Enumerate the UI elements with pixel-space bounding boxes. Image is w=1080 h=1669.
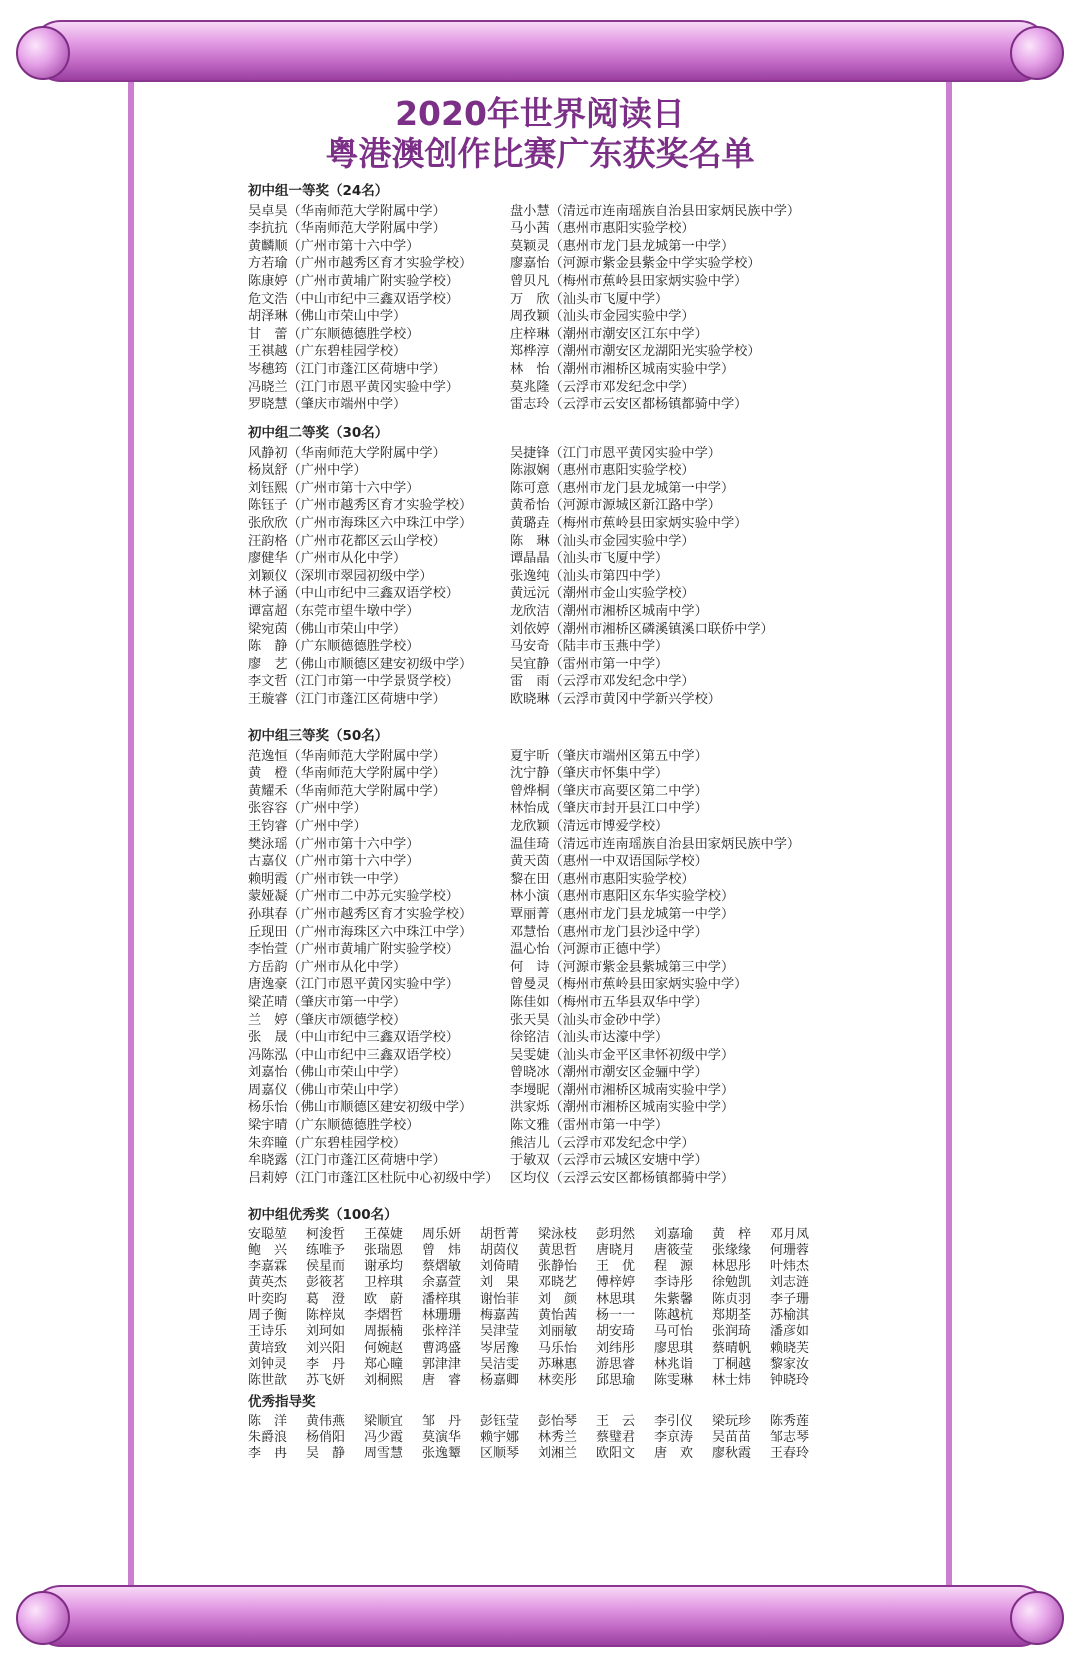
name-item: 刘倚晴 [480, 1259, 520, 1275]
section-heading: 优秀指导奖 [248, 1394, 316, 1410]
list-item: 风静初（华南师范大学附属中学） [248, 445, 446, 461]
name-item: 梁泳枝 [538, 1226, 578, 1242]
name-item: 张瑞恩 [364, 1242, 404, 1258]
list-item: 王钧睿（广州中学） [248, 818, 367, 834]
name-item: 周子衡 [248, 1308, 288, 1324]
name-item: 朱紫馨 [654, 1291, 694, 1307]
section-heading: 初中组二等奖（30名） [248, 425, 389, 441]
name-item: 黄培致 [248, 1340, 288, 1356]
list-item: 孙琪春（广州市越秀区育才实验学校） [248, 906, 473, 922]
name-item: 彭玥然 [596, 1226, 636, 1242]
name-item: 冯少霞 [364, 1429, 404, 1445]
list-item: 谭晶晶（汕头市飞厦中学） [510, 551, 669, 567]
list-item: 范逸恒（华南师范大学附属中学） [248, 748, 446, 764]
name-item: 唐筱莹 [654, 1242, 694, 1258]
name-item: 马可怡 [654, 1324, 694, 1340]
list-item: 杨岚舒（广州中学） [248, 463, 367, 479]
name-item: 郑心瞳 [364, 1356, 404, 1372]
name-item: 陈越杭 [654, 1308, 694, 1324]
list-item: 雷 雨（云浮市邓发纪念中学） [510, 674, 695, 690]
name-item: 张梓洋 [422, 1324, 462, 1340]
list-item: 黄耀禾（华南师范大学附属中学） [248, 783, 446, 799]
name-item: 吴 静 [306, 1446, 346, 1462]
list-item: 黄璐垚（梅州市蕉岭县田家炳实验中学） [510, 515, 748, 531]
list-item: 洪家烁（潮州市湘桥区城南实验中学） [510, 1100, 735, 1116]
name-item: 黎家汝 [770, 1356, 810, 1372]
list-item: 张欣欣（广州市海珠区六中珠江中学） [248, 515, 473, 531]
list-item: 陈佳如（梅州市五华县双华中学） [510, 994, 708, 1010]
list-item: 马安奇（陆丰市玉燕中学） [510, 639, 669, 655]
name-item: 张缘缘 [712, 1242, 752, 1258]
name-item: 周振楠 [364, 1324, 404, 1340]
name-item: 邓月凤 [770, 1226, 810, 1242]
advisors-grid [248, 1414, 968, 1463]
list-item: 郑桦淳（潮州市潮安区龙湖阳光实验学校） [510, 344, 761, 360]
name-item: 林珊珊 [422, 1308, 462, 1324]
name-item: 岑居豫 [480, 1340, 520, 1356]
list-item: 朱弈瞳（广东碧桂园学校） [248, 1135, 407, 1151]
name-item: 廖秋霞 [712, 1446, 752, 1462]
list-item: 吴雯婕（汕头市金平区聿怀初级中学） [510, 1047, 735, 1063]
name-item: 邹志琴 [770, 1429, 810, 1445]
list-item: 刘依婷（潮州市湘桥区磷溪镇溪口联侨中学） [510, 621, 774, 637]
list-item: 李抗抗（华南师范大学附属中学） [248, 221, 446, 237]
list-item: 林 怡（潮州市湘桥区城南实验中学） [510, 361, 735, 377]
list-item: 邓慧怡（惠州市龙门县沙迳中学） [510, 924, 708, 940]
list-item: 吴卓昊（华南师范大学附属中学） [248, 203, 446, 219]
third-prize-right [510, 748, 810, 1188]
name-item: 梁玩珍 [712, 1413, 752, 1429]
list-item: 汪韵格（广州市花都区云山学校） [248, 533, 446, 549]
name-item: 李 丹 [306, 1356, 346, 1372]
list-item: 方岳韵（广州市从化中学） [248, 959, 407, 975]
name-item: 欧 蔚 [364, 1291, 404, 1307]
list-item: 刘嘉怡（佛山市荣山中学） [248, 1065, 407, 1081]
name-item: 钟晓玲 [770, 1373, 810, 1389]
list-item: 区均仪（云浮云安区都杨镇都骑中学） [510, 1170, 735, 1186]
name-item: 蔡熠敏 [422, 1259, 462, 1275]
name-item: 刘钟灵 [248, 1356, 288, 1372]
list-item: 方若瑜（广州市越秀区育才实验学校） [248, 256, 473, 272]
name-item: 游思睿 [596, 1356, 636, 1372]
name-item: 曹鸿盛 [422, 1340, 462, 1356]
name-item: 吴津莹 [480, 1324, 520, 1340]
name-item: 潘彦如 [770, 1324, 810, 1340]
name-item: 刘桐熙 [364, 1373, 404, 1389]
list-item: 危文浩（中山市纪中三鑫双语学校） [248, 291, 459, 307]
name-item: 胡安琦 [596, 1324, 636, 1340]
name-item: 邱思瑜 [596, 1373, 636, 1389]
name-item: 邹 丹 [422, 1413, 462, 1429]
name-item: 柯浚哲 [306, 1226, 346, 1242]
list-item: 兰 婷（肇庆市颂德学校） [248, 1012, 407, 1028]
list-item: 甘 蕾（广东顺德德胜学校） [248, 326, 420, 342]
name-item: 陈 洋 [248, 1413, 288, 1429]
name-item: 安聪堃 [248, 1226, 288, 1242]
name-item: 彭筱茗 [306, 1275, 346, 1291]
list-item: 林小演（惠州市惠阳区东华实验学校） [510, 889, 735, 905]
list-item: 覃丽菁（惠州市龙门县龙城第一中学） [510, 906, 735, 922]
list-item: 盘小慧（清远市连南瑶族自治县田家炳民族中学） [510, 203, 801, 219]
list-item: 谭富超（东莞市望牛墩中学） [248, 603, 420, 619]
list-item: 黄 橙（华南师范大学附属中学） [248, 766, 446, 782]
name-item: 王葆婕 [364, 1226, 404, 1242]
name-item: 李子珊 [770, 1291, 810, 1307]
list-item: 梁宇晴（广东顺德德胜学校） [248, 1118, 420, 1134]
list-item: 曾烨桐（肇庆市高要区第二中学） [510, 783, 708, 799]
name-item: 唐晓月 [596, 1242, 636, 1258]
second-prize-left [248, 445, 510, 709]
list-item: 陈淑娴（惠州市惠阳实验学校） [510, 463, 695, 479]
name-item: 李 冉 [248, 1446, 288, 1462]
name-item: 刘志涟 [770, 1275, 810, 1291]
list-item: 陈文雅（雷州市第一中学） [510, 1118, 669, 1134]
list-item: 古嘉仪（广州市第十六中学） [248, 854, 420, 870]
name-item: 李引仪 [654, 1413, 694, 1429]
list-item: 王祺越（广东碧桂园学校） [248, 344, 407, 360]
name-item: 黄 梓 [712, 1226, 752, 1242]
list-item: 周孜颖（汕头市金园实验中学） [510, 309, 695, 325]
name-item: 廖思琪 [654, 1340, 694, 1356]
name-item: 谢怡菲 [480, 1291, 520, 1307]
list-item: 周嘉仪（佛山市荣山中学） [248, 1082, 407, 1098]
name-item: 彭怡琴 [538, 1413, 578, 1429]
name-item: 胡哲菁 [480, 1226, 520, 1242]
name-item: 林士炜 [712, 1373, 752, 1389]
name-item: 李熠哲 [364, 1308, 404, 1324]
list-item: 林怡成（肇庆市封开县江口中学） [510, 801, 708, 817]
list-item: 岑穗筠（江门市蓬江区荷塘中学） [248, 361, 446, 377]
first-prize-left [248, 203, 510, 414]
list-item: 冯晓兰（江门市恩平黄冈实验中学） [248, 379, 459, 395]
list-item: 王璇睿（江门市蓬江区荷塘中学） [248, 691, 446, 707]
name-item: 潘梓琪 [422, 1291, 462, 1307]
list-item: 吕莉婷（江门市蓬江区杜阮中心初级中学） [248, 1170, 499, 1186]
name-item: 蔡璧君 [596, 1429, 636, 1445]
name-item: 梅嘉茜 [480, 1308, 520, 1324]
list-item: 龙欣颖（清远市博爱学校） [510, 818, 669, 834]
list-item: 唐逸豪（江门市恩平黄冈实验中学） [248, 977, 459, 993]
name-item: 黄思哲 [538, 1242, 578, 1258]
name-item: 梁顺宜 [364, 1413, 404, 1429]
list-item: 莫兆隆（云浮市邓发纪念中学） [510, 379, 695, 395]
list-item: 庄梓琳（潮州市潮安区江东中学） [510, 326, 708, 342]
list-item: 陈可意（惠州市龙门县龙城第一中学） [510, 480, 735, 496]
list-item: 刘钰熙（广州市第十六中学） [248, 480, 420, 496]
list-item: 牟晓露（江门市蓬江区荷塘中学） [248, 1153, 446, 1169]
name-item: 吴苗苗 [712, 1429, 752, 1445]
name-item: 陈贞羽 [712, 1291, 752, 1307]
name-item: 区顺琴 [480, 1446, 520, 1462]
name-item: 王诗乐 [248, 1324, 288, 1340]
list-item: 张天昊（汕头市金砂中学） [510, 1012, 669, 1028]
list-item: 何 诗（河源市紫金县紫城第三中学） [510, 959, 735, 975]
name-item: 李诗彤 [654, 1275, 694, 1291]
name-item: 李京涛 [654, 1429, 694, 1445]
list-item: 张 晟（中山市纪中三鑫双语学校） [248, 1030, 459, 1046]
list-item: 李墁昵（潮州市湘桥区城南实验中学） [510, 1082, 735, 1098]
second-prize-section [248, 425, 968, 709]
name-item: 程 源 [654, 1259, 694, 1275]
list-item: 冯陈泓（中山市纪中三鑫双语学校） [248, 1047, 459, 1063]
name-item: 唐 睿 [422, 1373, 462, 1389]
name-item: 林思彤 [712, 1259, 752, 1275]
title-line-1: 2020年世界阅读日 [395, 94, 685, 133]
name-item: 练唯予 [306, 1242, 346, 1258]
third-prize-section [248, 728, 968, 1187]
name-item: 彭钰莹 [480, 1413, 520, 1429]
name-item: 刘丽敏 [538, 1324, 578, 1340]
scroll-top-rod [30, 20, 1050, 82]
name-item: 苏榆淇 [770, 1308, 810, 1324]
name-item: 丁桐越 [712, 1356, 752, 1372]
list-item: 林子涵（中山市纪中三鑫双语学校） [248, 586, 459, 602]
name-item: 王 云 [596, 1413, 636, 1429]
list-item: 廖 艺（佛山市顺德区建安初级中学） [248, 656, 473, 672]
name-item: 刘湘兰 [538, 1446, 578, 1462]
name-item: 郭津津 [422, 1356, 462, 1372]
list-item: 马小茜（惠州市惠阳实验学校） [510, 221, 695, 237]
list-item: 赖明霞（广州市铁一中学） [248, 871, 407, 887]
name-item: 唐 欢 [654, 1446, 694, 1462]
name-item: 周乐妍 [422, 1226, 462, 1242]
name-item: 鲍 兴 [248, 1242, 288, 1258]
name-item: 吴洁雯 [480, 1356, 520, 1372]
list-item: 曾贝凡（梅州市蕉岭县田家炳实验中学） [510, 273, 748, 289]
name-item: 刘嘉瑜 [654, 1226, 694, 1242]
list-item: 刘颖仪（深圳市翠园初级中学） [248, 568, 433, 584]
name-item: 林思琪 [596, 1291, 636, 1307]
list-item: 吴宜静（雷州市第一中学） [510, 656, 669, 672]
list-item: 温佳琦（清远市连南瑶族自治县田家炳民族中学） [510, 836, 801, 852]
list-item: 梁芷晴（肇庆市第一中学） [248, 994, 407, 1010]
name-item: 谢承均 [364, 1259, 404, 1275]
list-item: 廖嘉怡（河源市紫金县紫金中学实验学校） [510, 256, 761, 272]
name-item: 叶奕昀 [248, 1291, 288, 1307]
name-item: 王春玲 [770, 1446, 810, 1462]
name-item: 赖宇娜 [480, 1429, 520, 1445]
list-item: 张逸纯（汕头市第四中学） [510, 568, 669, 584]
list-item: 夏宇昕（肇庆市端州区第五中学） [510, 748, 708, 764]
list-item: 沈宁静（肇庆市怀集中学） [510, 766, 669, 782]
list-item: 曾晓冰（潮州市潮安区金骊中学） [510, 1065, 708, 1081]
name-item: 朱爵浪 [248, 1429, 288, 1445]
scroll-knob-icon [1010, 1591, 1064, 1645]
title-line-2: 粤港澳创作比赛广东获奖名单 [325, 134, 755, 173]
list-item: 樊泳瑶（广州市第十六中学） [248, 836, 420, 852]
name-item: 刘兴阳 [306, 1340, 346, 1356]
name-item: 刘珂如 [306, 1324, 346, 1340]
list-item: 吴捷锋（江门市恩平黄冈实验中学） [510, 445, 721, 461]
name-item: 侯星而 [306, 1259, 346, 1275]
advisors-section [248, 1394, 968, 1462]
list-item: 陈钰子（广州市越秀区育才实验学校） [248, 498, 473, 514]
name-item: 王 优 [596, 1259, 636, 1275]
list-item: 李怡萱（广州市黄埔广附实验学校） [248, 942, 459, 958]
name-item: 刘 颜 [538, 1291, 578, 1307]
name-item: 余嘉萱 [422, 1275, 462, 1291]
list-item: 雷志玲（云浮市云安区都杨镇都骑中学） [510, 397, 748, 413]
list-item: 曾曼灵（梅州市蕉岭县田家炳实验中学） [510, 977, 748, 993]
name-item: 何婉赵 [364, 1340, 404, 1356]
name-item: 欧阳文 [596, 1446, 636, 1462]
name-item: 马乐怡 [538, 1340, 578, 1356]
name-item: 陈世歆 [248, 1373, 288, 1389]
list-item: 莫颖灵（惠州市龙门县龙城第一中学） [510, 238, 735, 254]
name-item: 苏琳惠 [538, 1356, 578, 1372]
list-item: 熊洁儿（云浮市邓发纪念中学） [510, 1135, 695, 1151]
list-item: 温心怡（河源市正德中学） [510, 942, 669, 958]
name-item: 曾 炜 [422, 1242, 462, 1258]
name-item: 张润琦 [712, 1324, 752, 1340]
list-item: 陈 静（广东顺德德胜学校） [248, 639, 420, 655]
list-item: 杨乐怡（佛山市顺德区建安初级中学） [248, 1100, 473, 1116]
name-item: 赖晓芙 [770, 1340, 810, 1356]
excellent-section [248, 1207, 968, 1390]
second-prize-right [510, 445, 810, 709]
name-item: 黄怡茜 [538, 1308, 578, 1324]
list-item: 廖健华（广州市从化中学） [248, 551, 407, 567]
name-item: 周雪慧 [364, 1446, 404, 1462]
name-item: 叶炜杰 [770, 1259, 810, 1275]
list-item: 罗晓慧（肇庆市端州中学） [248, 397, 407, 413]
list-item: 黄天茵（惠州一中双语国际学校） [510, 854, 708, 870]
section-heading: 初中组一等奖（24名） [248, 183, 389, 199]
name-item: 陈秀莲 [770, 1413, 810, 1429]
excellent-grid [248, 1227, 968, 1390]
list-item: 黄希怡（河源市源城区新江路中学） [510, 498, 721, 514]
name-item: 邓晓艺 [538, 1275, 578, 1291]
name-item: 蔡晴帆 [712, 1340, 752, 1356]
name-item: 杨俏阳 [306, 1429, 346, 1445]
name-item: 李嘉霖 [248, 1259, 288, 1275]
first-prize-section [248, 183, 968, 414]
name-item: 黄英杰 [248, 1275, 288, 1291]
name-item: 徐勉凯 [712, 1275, 752, 1291]
list-item: 万 欣（汕头市飞厦中学） [510, 291, 669, 307]
scroll-bottom-rod [30, 1585, 1050, 1647]
name-item: 苏飞妍 [306, 1373, 346, 1389]
list-item: 龙欣洁（潮州市湘桥区城南中学） [510, 603, 708, 619]
list-item: 黄麟顺（广州市第十六中学） [248, 238, 420, 254]
name-item: 杨一一 [596, 1308, 636, 1324]
list-item: 蒙娅凝（广州市二中苏元实验学校） [248, 889, 459, 905]
name-item: 刘纬彤 [596, 1340, 636, 1356]
section-heading: 初中组三等奖（50名） [248, 728, 389, 744]
list-item: 欧晓琳（云浮市黄冈中学新兴学校） [510, 691, 721, 707]
name-item: 葛 澄 [306, 1291, 346, 1307]
name-item: 郑期荃 [712, 1308, 752, 1324]
list-item: 张容容（广州中学） [248, 801, 367, 817]
list-item: 丘现田（广州市海珠区六中珠江中学） [248, 924, 473, 940]
list-item: 胡泽琳（佛山市荣山中学） [248, 309, 407, 325]
first-prize-right [510, 203, 810, 414]
name-item: 莫演华 [422, 1429, 462, 1445]
scroll-knob-icon [16, 1591, 70, 1645]
scroll-knob-icon [1010, 26, 1064, 80]
name-item: 傅梓婷 [596, 1275, 636, 1291]
list-item: 黎在田（惠州市惠阳实验学校） [510, 871, 695, 887]
list-item: 徐铭洁（汕头市达濠中学） [510, 1030, 669, 1046]
name-item: 卫梓琪 [364, 1275, 404, 1291]
list-item: 黄远沅（潮州市金山实验学校） [510, 586, 695, 602]
scroll-knob-icon [16, 26, 70, 80]
name-item: 杨嘉卿 [480, 1373, 520, 1389]
name-item: 胡茵仪 [480, 1242, 520, 1258]
name-item: 张逸颦 [422, 1446, 462, 1462]
name-item: 黄伟燕 [306, 1413, 346, 1429]
third-prize-left [248, 748, 510, 1188]
list-item: 李文哲（江门市第一中学景贤学校） [248, 674, 459, 690]
name-item: 陈雯琳 [654, 1373, 694, 1389]
name-item: 林兆诣 [654, 1356, 694, 1372]
name-item: 何珊蓉 [770, 1242, 810, 1258]
name-item: 陈梓岚 [306, 1308, 346, 1324]
name-item: 林奕彤 [538, 1373, 578, 1389]
list-item: 于敏双（云浮市云城区安塘中学） [510, 1153, 708, 1169]
section-heading: 初中组优秀奖（100名） [248, 1207, 398, 1223]
list-item: 梁宛茵（佛山市荣山中学） [248, 621, 407, 637]
name-item: 林秀兰 [538, 1429, 578, 1445]
name-item: 刘 果 [480, 1275, 520, 1291]
name-item: 张静怡 [538, 1259, 578, 1275]
list-item: 陈 琳（汕头市金园实验中学） [510, 533, 695, 549]
list-item: 陈康婷（广州市黄埔广附实验学校） [248, 273, 459, 289]
